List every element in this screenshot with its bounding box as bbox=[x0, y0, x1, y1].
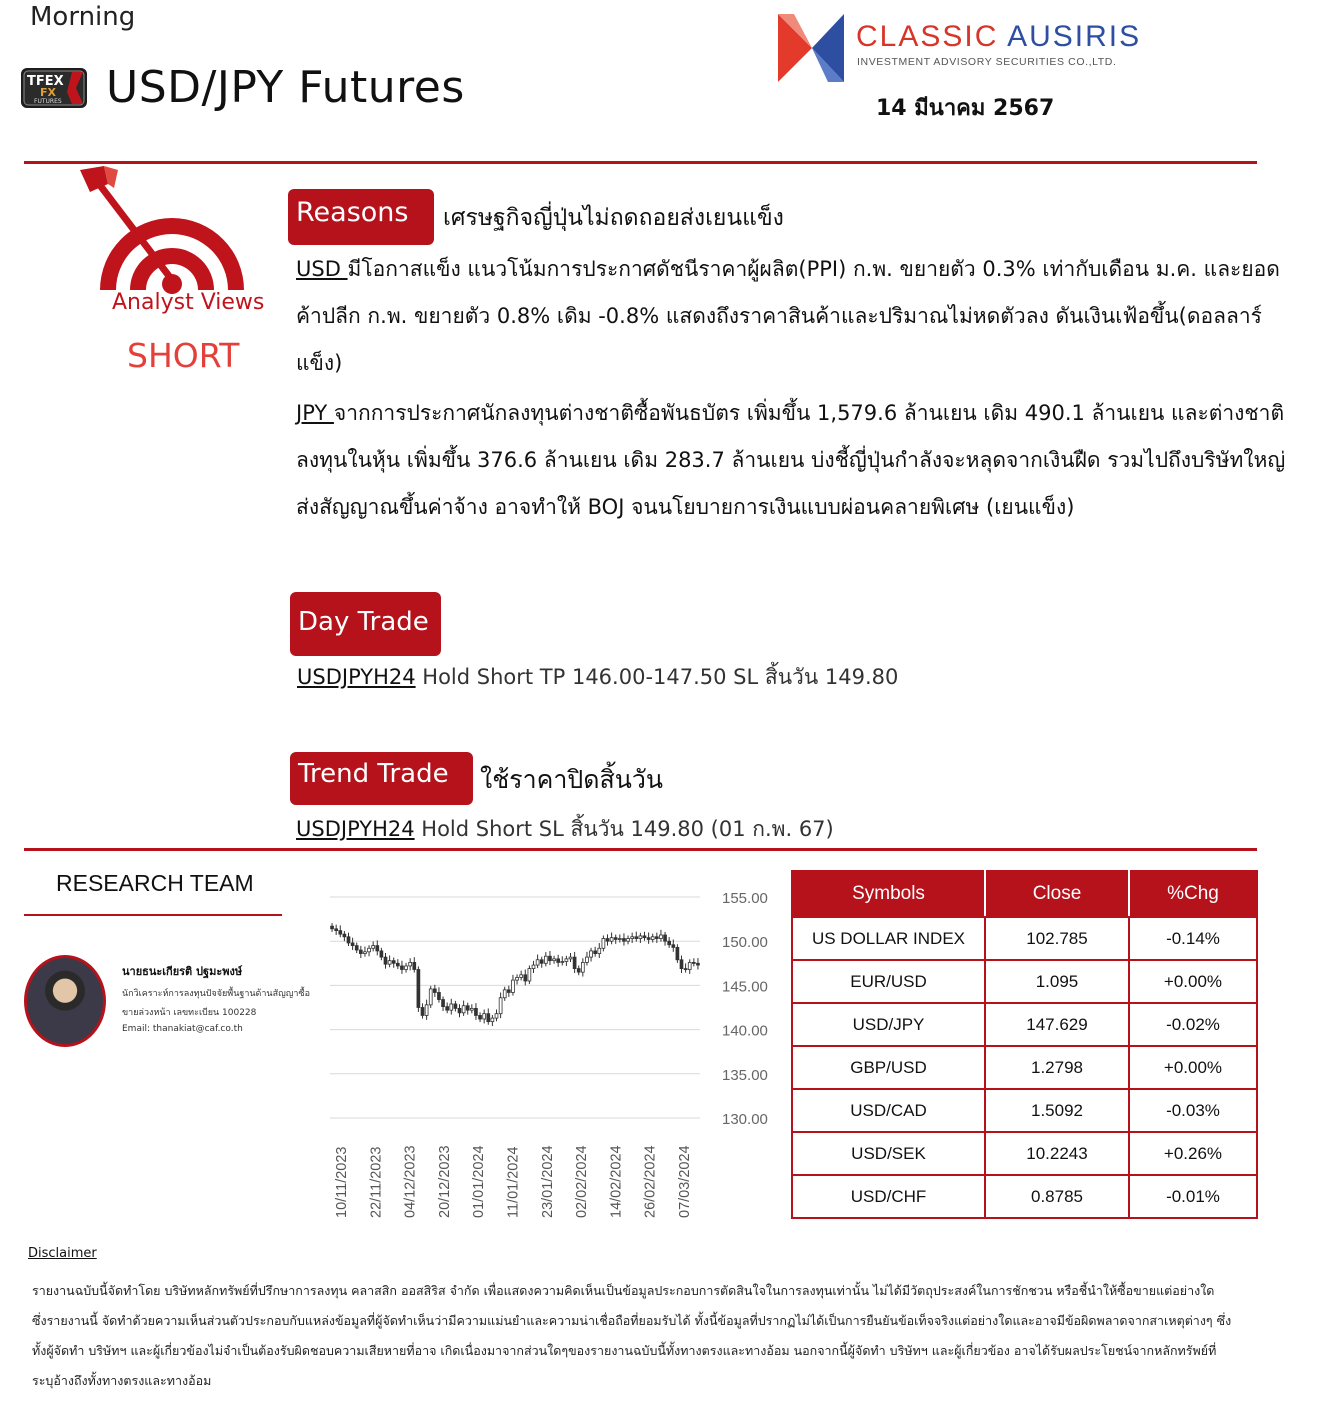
candle-body bbox=[565, 959, 568, 962]
candle-body bbox=[614, 938, 617, 940]
candle-body bbox=[688, 962, 691, 969]
candle-body bbox=[610, 938, 613, 942]
quotes-table bbox=[791, 870, 1258, 1219]
analyst-views-label: Analyst Views bbox=[112, 290, 265, 315]
candle-body bbox=[421, 1008, 424, 1016]
usd-tag: USD bbox=[296, 257, 348, 281]
usd-reason-text: มีโอกาสแข็ง แนวโน้มการประกาศดัชนีราคาผู้ผลิต(PPI) ก.พ. ขยายตัว 0.3% เท่ากับเดือน ม.ค. และยอดค้าปลีก ก.พ. ขยายตัว 0.8% เดิม -0.8% แสดงถึงราคาสินค้าและปริมาณไม่หดตัวลง ดันเงินเฟ้อขึ้น(ดอลลาร์แข็ง) bbox=[296, 257, 1280, 375]
symbol-cell: USD/CHF bbox=[792, 1175, 985, 1218]
close-cell: 0.8785 bbox=[985, 1175, 1129, 1218]
candle-body bbox=[520, 975, 523, 978]
candle-body bbox=[335, 929, 338, 931]
jpy-reason-paragraph bbox=[296, 390, 1300, 531]
middle-divider bbox=[24, 848, 1257, 851]
candle-body bbox=[651, 937, 654, 940]
candle-body bbox=[697, 963, 700, 965]
candle-body bbox=[524, 975, 527, 981]
candle-body bbox=[405, 966, 408, 970]
candle-body bbox=[487, 1014, 490, 1022]
table-row bbox=[792, 1046, 1257, 1089]
candle-body bbox=[396, 963, 399, 966]
candle-body bbox=[462, 1006, 465, 1013]
candle-body bbox=[491, 1018, 494, 1022]
candle-body bbox=[684, 969, 687, 970]
candle-body bbox=[647, 938, 650, 940]
target-arrow-icon bbox=[74, 166, 270, 296]
research-team-underline bbox=[24, 914, 282, 916]
reasons-headline: เศรษฐกิจญี่ปุ่นไม่ถดถอยส่งเยนแข็ง bbox=[443, 205, 784, 231]
candle-body bbox=[339, 931, 342, 935]
candle-body bbox=[347, 937, 350, 943]
symbol-cell: GBP/USD bbox=[792, 1046, 985, 1089]
analyst-avatar bbox=[24, 955, 106, 1047]
table-row bbox=[792, 1089, 1257, 1132]
usdjpy-candlestick-chart bbox=[320, 880, 780, 1240]
reasons-badge: Reasons bbox=[288, 189, 434, 245]
candle-body bbox=[417, 969, 420, 1007]
disclaimer-title: Disclaimer bbox=[28, 1246, 97, 1261]
candle-body bbox=[549, 956, 552, 960]
analyst-title-line2: ขายล่วงหน้า เลขทะเบียน 100228 bbox=[122, 1008, 257, 1018]
candle-body bbox=[618, 939, 621, 940]
y-tick-label: 140.00 bbox=[722, 1022, 768, 1040]
brand-name bbox=[856, 20, 1141, 54]
candle-body bbox=[672, 945, 675, 948]
fx-logo-text: FX bbox=[40, 86, 56, 99]
candle-body bbox=[372, 946, 375, 949]
candle-body bbox=[590, 951, 593, 957]
x-tick-label: 22/11/2023 bbox=[368, 1146, 385, 1218]
candle-body bbox=[639, 936, 642, 939]
x-tick-label: 01/01/2024 bbox=[471, 1145, 488, 1218]
report-date: 14 มีนาคม 2567 bbox=[876, 96, 1055, 121]
candle-body bbox=[516, 977, 519, 980]
close-cell: 1.5092 bbox=[985, 1089, 1129, 1132]
header-close: Close bbox=[985, 871, 1129, 917]
table-row bbox=[792, 960, 1257, 1003]
candle-body bbox=[413, 962, 416, 969]
candle-body bbox=[495, 1014, 498, 1018]
candle-body bbox=[602, 939, 605, 949]
candle-body bbox=[359, 950, 362, 954]
brand-name-part1: CLASSIC bbox=[856, 20, 1008, 53]
candle-body bbox=[507, 990, 510, 993]
quotes-header-row bbox=[792, 871, 1257, 917]
candle-body bbox=[376, 946, 379, 951]
candle-body bbox=[540, 960, 543, 964]
candle-body bbox=[454, 1004, 457, 1008]
change-cell: -0.14% bbox=[1129, 917, 1257, 960]
classic-ausiris-logo-mark bbox=[776, 12, 846, 84]
candle-body bbox=[606, 939, 609, 942]
candle-body bbox=[401, 966, 404, 970]
candle-body bbox=[425, 1005, 428, 1016]
candle-body bbox=[598, 948, 601, 953]
candle-body bbox=[388, 961, 391, 965]
change-cell: -0.01% bbox=[1129, 1175, 1257, 1218]
analyst-title-line1: นักวิเคราะห์การลงทุนปัจจัยพื้นฐานด้านสัญญาซื้อ bbox=[122, 989, 310, 999]
top-divider bbox=[24, 161, 1257, 164]
trend-trade-line bbox=[296, 813, 834, 846]
candle-body bbox=[692, 962, 695, 963]
symbol-cell: US DOLLAR INDEX bbox=[792, 917, 985, 960]
trend-trade-symbol: USDJPYH24 bbox=[296, 817, 415, 841]
candle-body bbox=[364, 952, 367, 954]
edition-label: Morning bbox=[30, 2, 136, 32]
candle-body bbox=[438, 992, 441, 999]
candle-body bbox=[442, 1000, 445, 1007]
analyst-position: SHORT bbox=[127, 336, 240, 375]
candle-body bbox=[631, 937, 634, 939]
candle-body bbox=[664, 935, 667, 941]
y-tick-label: 155.00 bbox=[722, 890, 768, 907]
candle-body bbox=[660, 935, 663, 939]
close-cell: 1.2798 bbox=[985, 1046, 1129, 1089]
candle-body bbox=[384, 957, 387, 964]
candle-body bbox=[586, 957, 589, 962]
x-tick-label: 04/12/2023 bbox=[402, 1145, 419, 1218]
futures-logo-text: FUTURES bbox=[34, 98, 62, 105]
candle-body bbox=[668, 941, 671, 945]
x-tick-label: 11/01/2024 bbox=[505, 1146, 522, 1218]
candle-body bbox=[380, 951, 383, 957]
x-tick-label: 23/01/2024 bbox=[539, 1145, 556, 1218]
candle-body bbox=[581, 962, 584, 972]
x-tick-label: 20/12/2023 bbox=[436, 1145, 453, 1218]
disclaimer-body: รายงานฉบับนี้จัดทำโดย บริษัทหลักทรัพย์ที่ปรึกษาการลงทุน คลาสสิก ออสสิริส จำกัด เพื่อแสดงความคิดเห็นเป็นข้อมูลประกอบการตัดสินใจในการลงทุนเท่านั้น ไม่ได้มีวัตถุประสงค์ในการชักชวน หรือชี้นำให้ซื้อขายแต่อย่างใด ซึ่งรายงานนี้ จัดทำด้วยความเห็นส่วนตัวประกอบกับแหล่งข้อมูลที่ผู้จัดทำเห็นว่ามีความแม่นยำและความน่าเชื่อถือที่ยอมรับได้ ทั้งนี้ข้อมูลที่ปรากฏไม่ได้เป็นการยืนยันข้อเท็จจริงแต่อย่างใดและอาจมีข้อผิดพลาดจากสาเหตุต่างๆ ซึ่งทั้งผู้จัดทำ บริษัทฯ และผู้เกี่ยวข้องไม่จำเป็นต้องรับผิดชอบความเสียหายที่อาจ เกิดเนื่องมาจากส่วนใดๆของรายงานฉบับนี้ทั้งทางตรงและทางอ้อม นอกจากนี้ผู้จัดทำ บริษัทฯ และผู้เกี่ยวข้อง อาจได้รับผลประโยชน์จากหลักทรัพย์ที่ระบุอ้างถึงทั้งทางตรงและทางอ้อม bbox=[32, 1283, 1232, 1388]
candle-body bbox=[557, 959, 560, 963]
change-cell: -0.03% bbox=[1129, 1089, 1257, 1132]
symbol-cell: EUR/USD bbox=[792, 960, 985, 1003]
candle-body bbox=[433, 989, 436, 993]
candle-body bbox=[655, 937, 658, 939]
candle-body bbox=[569, 957, 572, 959]
usd-reason-paragraph bbox=[296, 246, 1300, 387]
candle-body bbox=[536, 960, 539, 965]
close-cell: 147.629 bbox=[985, 1003, 1129, 1046]
day-trade-line bbox=[297, 661, 898, 694]
candle-body bbox=[553, 959, 556, 961]
candle-body bbox=[594, 951, 597, 954]
change-cell: -0.02% bbox=[1129, 1003, 1257, 1046]
candle-body bbox=[483, 1014, 486, 1019]
candle-body bbox=[577, 969, 580, 973]
candle-body bbox=[627, 939, 630, 942]
x-tick-label: 02/02/2024 bbox=[574, 1145, 591, 1218]
day-trade-symbol: USDJPYH24 bbox=[297, 665, 416, 689]
x-tick-label: 07/03/2024 bbox=[677, 1145, 693, 1218]
change-cell: +0.26% bbox=[1129, 1132, 1257, 1175]
symbol-cell: USD/SEK bbox=[792, 1132, 985, 1175]
candle-body bbox=[623, 939, 626, 942]
close-cell: 10.2243 bbox=[985, 1132, 1129, 1175]
y-tick-label: 145.00 bbox=[722, 978, 768, 996]
candle-body bbox=[355, 946, 358, 950]
candle-body bbox=[343, 934, 346, 937]
table-row bbox=[792, 1003, 1257, 1046]
day-trade-text: Hold Short TP 146.00-147.50 SL สิ้นวัน 149.80 bbox=[415, 665, 899, 689]
candle-body bbox=[503, 990, 506, 998]
header-symbols: Symbols bbox=[792, 871, 985, 917]
analyst-email: Email: thanakiat@caf.co.th bbox=[122, 1024, 243, 1034]
candle-body bbox=[528, 969, 531, 981]
change-cell: +0.00% bbox=[1129, 960, 1257, 1003]
y-tick-label: 150.00 bbox=[722, 934, 768, 952]
candle-body bbox=[331, 926, 334, 929]
candle-body bbox=[680, 960, 683, 969]
research-team-label: RESEARCH TEAM bbox=[56, 870, 254, 896]
analyst-name: นายธนะเกียรติ ปฐมะพงษ์ bbox=[122, 965, 243, 978]
jpy-tag: JPY bbox=[296, 401, 334, 425]
close-cell: 102.785 bbox=[985, 917, 1129, 960]
candle-body bbox=[479, 1015, 482, 1019]
candle-body bbox=[392, 961, 395, 964]
candle-body bbox=[512, 980, 515, 992]
x-tick-label: 26/02/2024 bbox=[642, 1145, 659, 1218]
change-cell: +0.00% bbox=[1129, 1046, 1257, 1089]
x-tick-label: 14/02/2024 bbox=[608, 1145, 625, 1218]
y-tick-label: 135.00 bbox=[722, 1066, 768, 1084]
symbol-cell: USD/JPY bbox=[792, 1003, 985, 1046]
x-tick-label: 10/11/2023 bbox=[334, 1146, 350, 1218]
candle-body bbox=[544, 956, 547, 963]
tfex-logo-text: TFEX bbox=[27, 74, 64, 89]
candle-body bbox=[561, 962, 564, 963]
symbol-cell: USD/CAD bbox=[792, 1089, 985, 1132]
candle-body bbox=[475, 1008, 478, 1015]
candle-body bbox=[532, 965, 535, 969]
day-trade-badge: Day Trade bbox=[290, 592, 441, 656]
tfex-fx-futures-logo bbox=[20, 66, 88, 110]
table-row bbox=[792, 1175, 1257, 1218]
candle-body bbox=[351, 943, 354, 946]
trend-trade-badge: Trend Trade bbox=[290, 752, 473, 805]
candle-body bbox=[676, 947, 679, 959]
candle-body bbox=[635, 937, 638, 939]
candle-body bbox=[429, 989, 432, 1005]
page-title: USD/JPY Futures bbox=[106, 62, 465, 113]
candle-body bbox=[450, 1004, 453, 1010]
table-row bbox=[792, 1132, 1257, 1175]
brand-name-part2: AUSIRIS bbox=[1007, 20, 1142, 53]
candle-body bbox=[466, 1006, 469, 1010]
brand-subtitle: INVESTMENT ADVISORY SECURITIES CO.,LTD. bbox=[857, 56, 1117, 68]
trend-trade-text: Hold Short SL สิ้นวัน 149.80 (01 ก.พ. 67) bbox=[414, 817, 834, 841]
candle-body bbox=[458, 1008, 461, 1012]
candle-body bbox=[368, 948, 371, 952]
candle-body bbox=[643, 936, 646, 938]
candle-body bbox=[499, 998, 502, 1014]
table-row bbox=[792, 917, 1257, 960]
candle-body bbox=[409, 962, 412, 966]
y-tick-label: 130.00 bbox=[722, 1111, 768, 1128]
candle-body bbox=[470, 1008, 473, 1010]
candle-body bbox=[573, 957, 576, 968]
trend-trade-note: ใช้ราคาปิดสิ้นวัน bbox=[480, 765, 663, 794]
candle-body bbox=[446, 1007, 449, 1011]
jpy-reason-text: จากการประกาศนักลงทุนต่างชาติซื้อพันธบัตร เพิ่มขึ้น 1,579.6 ล้านเยน เดิม 490.1 ล้านเยน และต่างชาติลงทุนในหุ้น เพิ่มขึ้น 376.6 ล้านเยน เดิม 283.7 ล้านเยน บ่งชี้ญี่ปุ่นกำลังจะหลุดจากเงินฝืด รวมไปถึงบริษัทใหญ่ส่งสัญญาณขึ้นค่าจ้าง อาจทำให้ BOJ จนนโยบายการเงินแบบผ่อนคลายพิเศษ (เยนแข็ง) bbox=[296, 401, 1286, 519]
header-pct-chg: %Chg bbox=[1129, 871, 1257, 917]
close-cell: 1.095 bbox=[985, 960, 1129, 1003]
